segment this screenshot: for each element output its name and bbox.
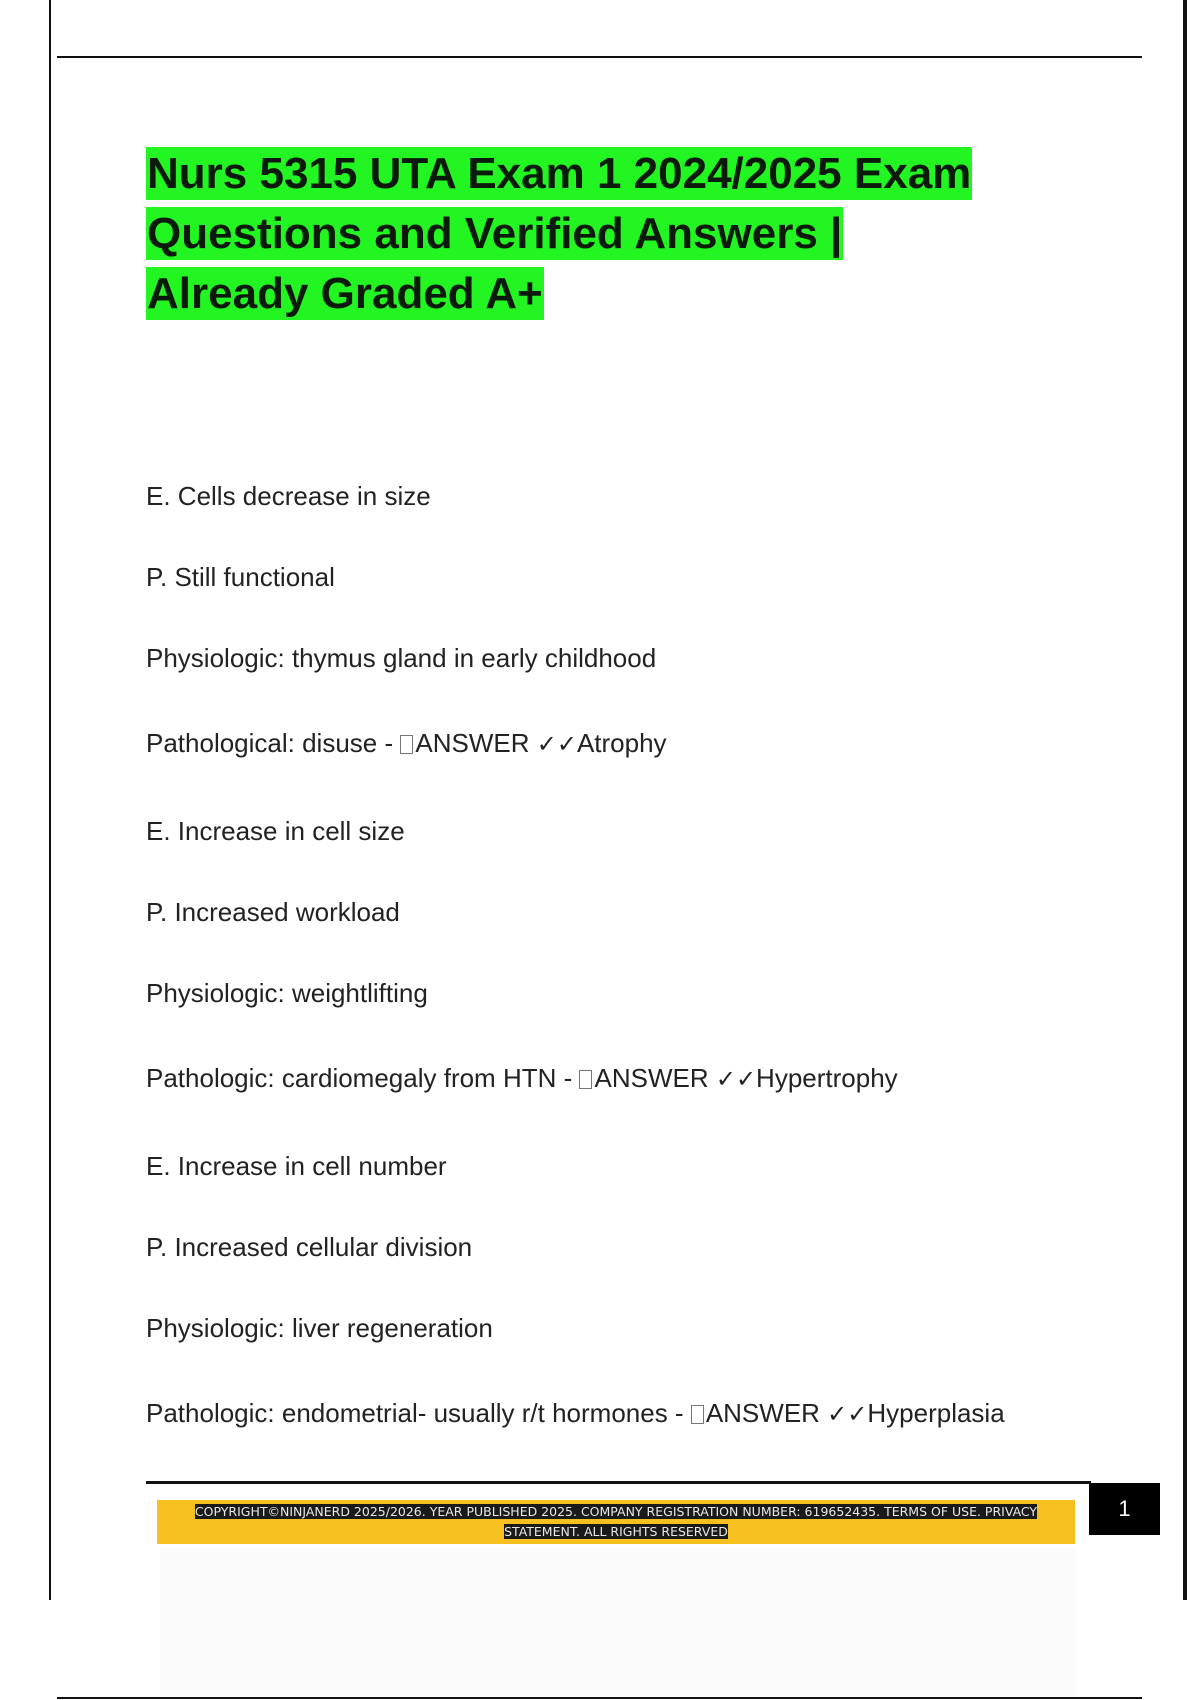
checkbox-glyph-icon [400, 735, 413, 754]
bottom-rule [57, 1697, 1142, 1699]
answer-line [146, 728, 667, 759]
list-item: E. Increase in cell number [146, 1151, 447, 1181]
header-rule [57, 56, 1142, 58]
footer-rule [146, 1481, 1091, 1484]
footer-blank-area [160, 1548, 1075, 1698]
answer-text: Hypertrophy [756, 1063, 898, 1093]
checkbox-glyph-icon [579, 1070, 592, 1089]
page-frame-right [1183, 0, 1187, 1600]
list-item: E. Cells decrease in size [146, 481, 431, 511]
list-item: P. Increased cellular division [146, 1232, 473, 1262]
answer-label: ANSWER [594, 1063, 716, 1093]
question-text: Pathologic: cardiomegaly from HTN - [146, 1063, 580, 1093]
list-item: P. Increased workload [146, 897, 400, 927]
copyright-line-1: COPYRIGHT©NINJANERD 2025/2026. YEAR PUBLISHED 2025. COMPANY REGISTRATION NUMBER: 619652435. TERMS OF USE. PRIVACY [194, 1504, 1038, 1519]
title-line-2: Questions and Verified Answers | [147, 209, 843, 258]
page-number: 1 [1089, 1483, 1160, 1535]
document-title [146, 144, 1096, 324]
title-line-1: Nurs 5315 UTA Exam 1 2024/2025 Exam [147, 149, 972, 198]
copyright-notice [157, 1502, 1075, 1542]
copyright-line-2: STATEMENT. ALL RIGHTS RESERVED [504, 1524, 728, 1539]
double-check-icon: ✓✓ [715, 1065, 757, 1093]
list-item: Physiologic: liver regeneration [146, 1313, 493, 1343]
question-text: Pathologic: endometrial- usually r/t hormones - [146, 1398, 691, 1428]
list-item: Physiologic: weightlifting [146, 978, 428, 1008]
double-check-icon: ✓✓ [536, 730, 577, 758]
answer-label: ANSWER [705, 1398, 828, 1428]
answer-text: Hyperplasia [867, 1398, 1005, 1428]
answer-line [146, 1063, 898, 1094]
answer-text: Atrophy [576, 728, 667, 758]
answer-label: ANSWER [415, 728, 537, 758]
question-text: Pathological: disuse - [146, 728, 401, 758]
answer-line [146, 1398, 1005, 1429]
page-frame-left [49, 0, 51, 1600]
checkbox-glyph-icon [691, 1405, 704, 1424]
list-item: P. Still functional [146, 562, 335, 592]
list-item: E. Increase in cell size [146, 816, 405, 846]
double-check-icon: ✓✓ [827, 1400, 868, 1428]
list-item: Physiologic: thymus gland in early childhood [146, 643, 657, 673]
title-line-3: Already Graded A+ [147, 269, 543, 318]
